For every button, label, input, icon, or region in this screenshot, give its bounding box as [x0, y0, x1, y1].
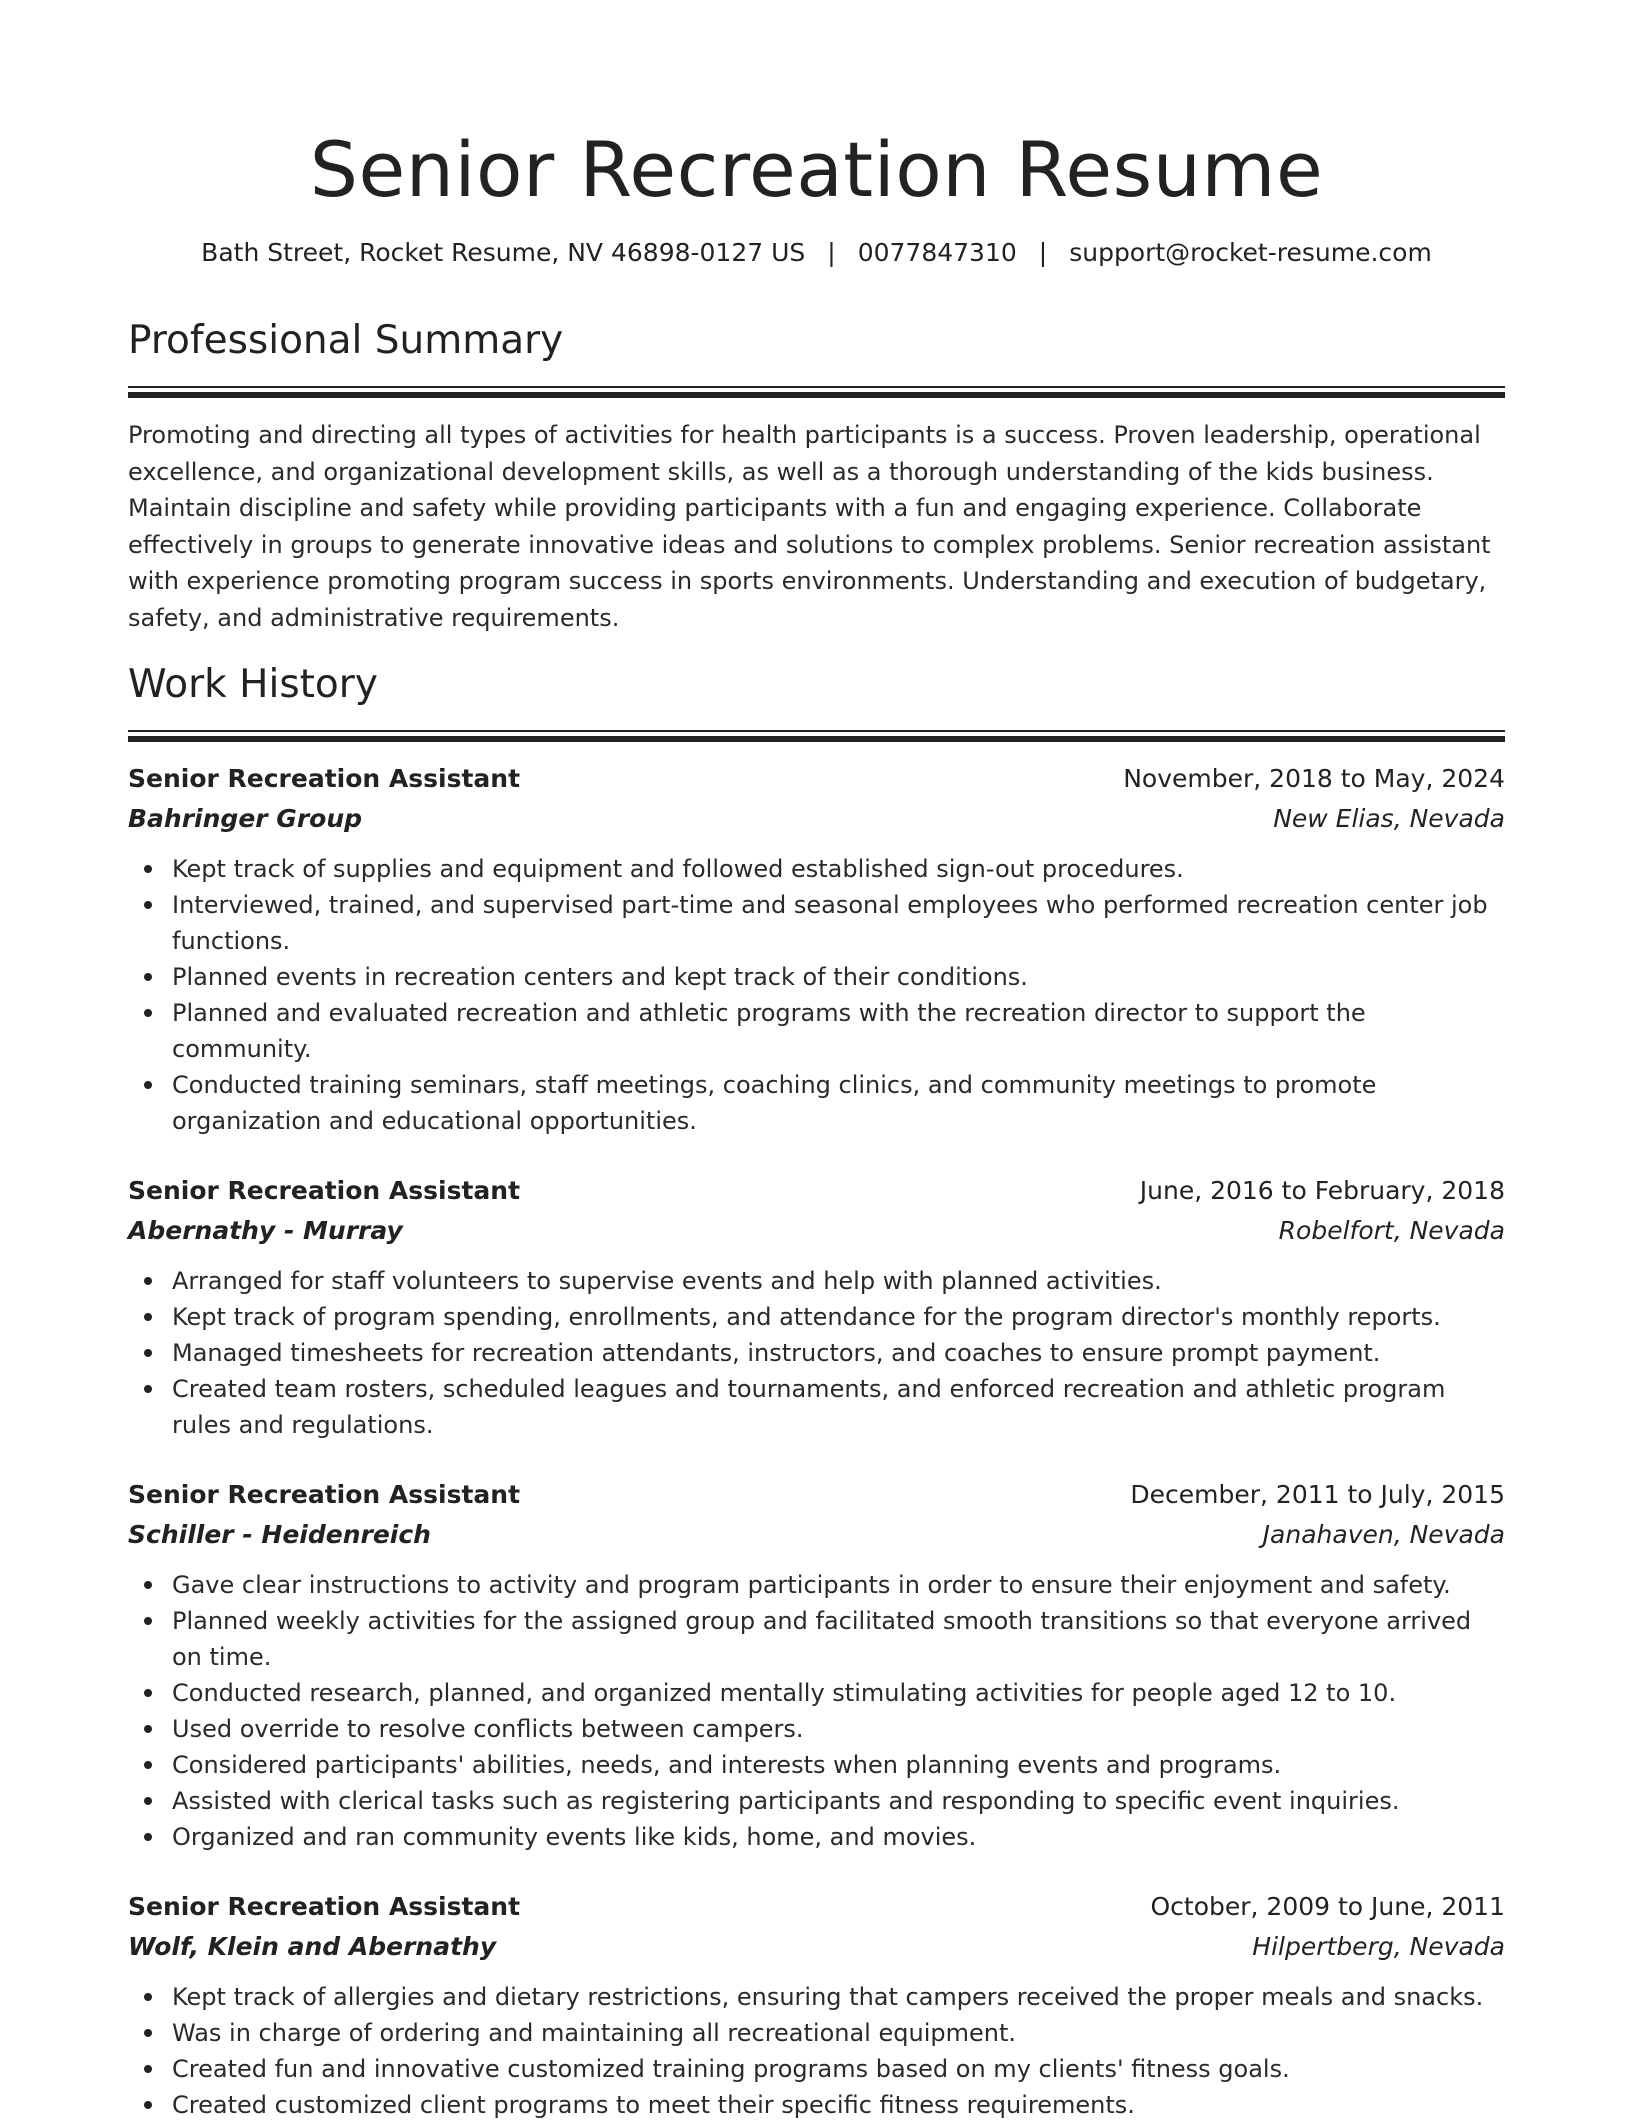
job-company-row — [128, 1517, 1505, 1553]
bullet-dot-icon — [144, 1617, 152, 1625]
resume-page — [128, 0, 1505, 2123]
job-bullets — [128, 1979, 1505, 2123]
bullet-text: Planned and evaluated recreation and athletic programs with the recreation director to support the community. — [172, 999, 1366, 1063]
bullet-item — [128, 1711, 1505, 1747]
job-dates: June, 2016 to February, 2018 — [1139, 1176, 1505, 1205]
bullet-item — [128, 2051, 1505, 2087]
bullet-text: Considered participants' abilities, needs, and interests when planning events and programs. — [172, 1751, 1282, 1779]
bullet-text: Created fun and innovative customized training programs based on my clients' fitness goals. — [172, 2055, 1290, 2083]
bullet-item — [128, 1067, 1505, 1139]
bullet-dot-icon — [144, 973, 152, 981]
bullet-dot-icon — [144, 1725, 152, 1733]
job-company-row — [128, 1213, 1505, 1249]
bullet-dot-icon — [144, 1797, 152, 1805]
bullet-item — [128, 887, 1505, 959]
job-dates: December, 2011 to July, 2015 — [1130, 1480, 1505, 1509]
job-header-row — [128, 1889, 1505, 1925]
contact-separator: | — [827, 238, 836, 267]
job-location: Janahaven, Nevada — [1262, 1520, 1505, 1549]
job-title: Senior Recreation Assistant — [128, 1892, 521, 1921]
bullet-item — [128, 1603, 1505, 1675]
job-company: Schiller - Heidenreich — [128, 1520, 431, 1549]
bullet-dot-icon — [144, 1349, 152, 1357]
job-bullets — [128, 1263, 1505, 1443]
job-dates: November, 2018 to May, 2024 — [1123, 764, 1505, 793]
job-header-row — [128, 1477, 1505, 1513]
bullet-dot-icon — [144, 1689, 152, 1697]
job-company: Bahringer Group — [128, 804, 363, 833]
bullet-text: Kept track of allergies and dietary restrictions, ensuring that campers received the proper meals and snacks. — [172, 1983, 1484, 2011]
bullet-dot-icon — [144, 1993, 152, 2001]
job-title: Senior Recreation Assistant — [128, 1480, 521, 1509]
job-company: Abernathy - Murray — [128, 1216, 403, 1245]
bullet-item — [128, 1567, 1505, 1603]
bullet-item — [128, 1263, 1505, 1299]
job-entry — [128, 1173, 1505, 1443]
bullet-text: Created customized client programs to meet their specific fitness requirements. — [172, 2091, 1135, 2119]
job-title: Senior Recreation Assistant — [128, 764, 521, 793]
bullet-text: Conducted research, planned, and organized mentally stimulating activities for people aged 12 to 10. — [172, 1679, 1397, 1707]
bullet-dot-icon — [144, 1277, 152, 1285]
bullet-item — [128, 1675, 1505, 1711]
bullet-text: Created team rosters, scheduled leagues and tournaments, and enforced recreation and athletic program rules and regulations. — [172, 1375, 1446, 1439]
job-title: Senior Recreation Assistant — [128, 1176, 521, 1205]
bullet-text: Kept track of program spending, enrollments, and attendance for the program director's monthly reports. — [172, 1303, 1441, 1331]
bullet-text: Organized and ran community events like kids, home, and movies. — [172, 1823, 977, 1851]
job-location: New Elias, Nevada — [1273, 804, 1505, 833]
bullet-dot-icon — [144, 2065, 152, 2073]
summary-heading: Professional Summary — [128, 318, 564, 363]
bullet-dot-icon — [144, 1009, 152, 1017]
bullet-text: Conducted training seminars, staff meetings, coaching clinics, and community meetings to promote organization and educational opportunities. — [172, 1071, 1377, 1135]
bullet-item — [128, 1819, 1505, 1855]
section-divider — [128, 730, 1505, 741]
resume-title: Senior Recreation Resume — [309, 125, 1324, 214]
contact-email: support@rocket-resume.com — [1069, 238, 1432, 267]
job-location: Robelfort, Nevada — [1278, 1216, 1505, 1245]
bullet-text: Kept track of supplies and equipment and followed established sign-out procedures. — [172, 855, 1184, 883]
summary-section — [128, 316, 1505, 636]
bullet-text: Planned events in recreation centers and kept track of their conditions. — [172, 963, 1028, 991]
job-location: Hilpertberg, Nevada — [1252, 1932, 1505, 1961]
bullet-item — [128, 851, 1505, 887]
job-bullets — [128, 851, 1505, 1139]
bullet-dot-icon — [144, 1313, 152, 1321]
contact-line — [128, 236, 1505, 270]
bullet-item — [128, 1335, 1505, 1371]
work-history-heading: Work History — [128, 662, 378, 707]
section-divider — [128, 386, 1505, 397]
bullet-item — [128, 1747, 1505, 1783]
bullet-dot-icon — [144, 1833, 152, 1841]
work-history-section — [128, 660, 1505, 2123]
bullet-item — [128, 1979, 1505, 2015]
job-entry — [128, 761, 1505, 1139]
bullet-dot-icon — [144, 1761, 152, 1769]
job-dates: October, 2009 to June, 2011 — [1150, 1892, 1505, 1921]
bullet-item — [128, 1783, 1505, 1819]
bullet-text: Planned weekly activities for the assigned group and facilitated smooth transitions so that everyone arrived on time. — [172, 1607, 1472, 1671]
bullet-text: Assisted with clerical tasks such as registering participants and responding to specific event inquiries. — [172, 1787, 1400, 1815]
job-header-row — [128, 761, 1505, 797]
bullet-item — [128, 995, 1505, 1067]
bullet-text: Used override to resolve conflicts between campers. — [172, 1715, 804, 1743]
summary-text: Promoting and directing all types of activities for health participants is a success. Proven leadership, operational excellence, and organizational development skills, as well as a thorough understanding of the kids business. Maintain discipline and safety while providing participants with a fun and engaging experience. Collaborate effectively in groups to generate innovative ideas and solutions to complex problems. Senior recreation assistant with experience promoting program success in sports environments. Understanding and execution of budgetary, safety, and administrative requirements. — [128, 421, 1491, 632]
bullet-dot-icon — [144, 1081, 152, 1089]
bullet-text: Arranged for staff volunteers to supervise events and help with planned activities. — [172, 1267, 1162, 1295]
bullet-item — [128, 959, 1505, 995]
bullet-text: Was in charge of ordering and maintaining all recreational equipment. — [172, 2019, 1016, 2047]
bullet-dot-icon — [144, 1581, 152, 1589]
bullet-dot-icon — [144, 901, 152, 909]
bullet-item — [128, 1371, 1505, 1443]
bullet-item — [128, 2015, 1505, 2051]
bullet-item — [128, 2087, 1505, 2123]
contact-phone: 0077847310 — [857, 238, 1017, 267]
bullet-text: Gave clear instructions to activity and program participants in order to ensure their enjoyment and safety. — [172, 1571, 1451, 1599]
job-entry — [128, 1889, 1505, 2123]
contact-address: Bath Street, Rocket Resume, NV 46898-0127 US — [201, 238, 806, 267]
job-entry — [128, 1477, 1505, 1855]
job-company-row — [128, 801, 1505, 837]
job-bullets — [128, 1567, 1505, 1855]
bullet-dot-icon — [144, 2029, 152, 2037]
job-list — [128, 761, 1505, 2123]
bullet-dot-icon — [144, 865, 152, 873]
job-company: Wolf, Klein and Abernathy — [128, 1932, 497, 1961]
bullet-item — [128, 1299, 1505, 1335]
bullet-dot-icon — [144, 1385, 152, 1393]
contact-separator: | — [1038, 238, 1048, 267]
bullet-text: Interviewed, trained, and supervised part-time and seasonal employees who performed recreation center job functions. — [172, 891, 1488, 955]
job-company-row — [128, 1929, 1505, 1965]
job-header-row — [128, 1173, 1505, 1209]
bullet-dot-icon — [144, 2101, 152, 2109]
bullet-text: Managed timesheets for recreation attendants, instructors, and coaches to ensure prompt payment. — [172, 1339, 1381, 1367]
